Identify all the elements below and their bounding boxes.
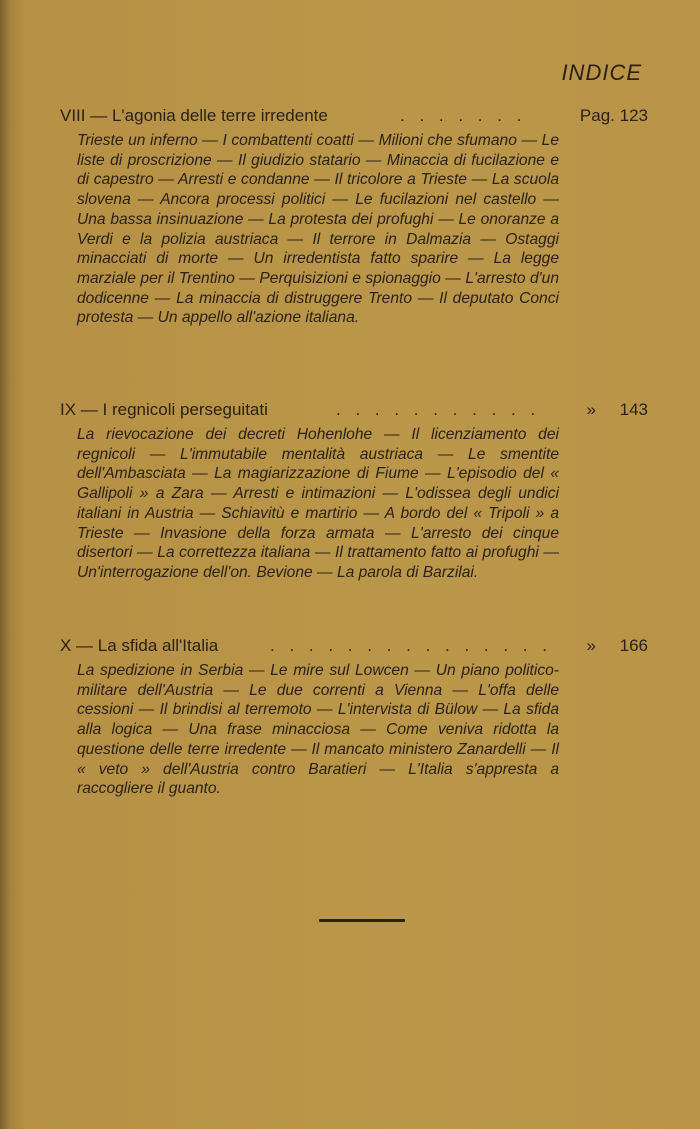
page-number: 143 bbox=[619, 400, 648, 419]
toc-entry-heading bbox=[60, 104, 648, 128]
toc-entry-heading bbox=[60, 634, 648, 658]
page-prefix: Pag. bbox=[579, 106, 615, 125]
chapter-summary: La rievocazione dei decreti Hohenlohe — Il licenziamento dei regnicoli — L'immutabile mentalità austriaca — Le smentite dell'Ambasciata — La magiarizzazione di Fiume — L'episodio del « Gallipoli » a Zara — Arresti e intimazioni — L'odissea degli undici italiani in Austria — Schiavitù e martirio — A bordo del « Tripoli » a Trieste — Invasione della forza armata — L'arresto dei cinque disertori — La correttezza italiana — Il trattamento fatto ai profughi — Un'interrogazione dell'on. Bevione — La parola di Barzilai. bbox=[77, 426, 559, 581]
chapter-title: IX — I regnicoli perseguitati bbox=[60, 400, 268, 419]
dot-leader: . . . . . . . bbox=[400, 106, 527, 125]
chapter-title: X — La sfida all'Italia bbox=[60, 636, 219, 655]
ditto-mark: » bbox=[586, 636, 596, 655]
toc-entry-heading bbox=[60, 398, 648, 422]
toc-entry-x bbox=[60, 634, 648, 799]
page-reference bbox=[568, 398, 648, 422]
ditto-mark: » bbox=[586, 400, 596, 419]
chapter-summary: Trieste un inferno — I combattenti coatti — Milioni che sfumano — Le liste di proscrizione — Il giudizio statario — Minaccia di fucilazione e di capestro — Arresti e condanne — Il tricolore a Trieste — La scuola slovena — Ancora processi politici — Le fucilazioni nel castello — Una bassa insinuazione — La protesta dei profughi — Le onoranze a Verdi e la polizia austriaca — Il terrore in Dalmazia — Ostaggi minacciati di morte — Un irredentista fatto sparire — La legge marziale per il Trentino — Perquisizioni e spionaggio — L'arresto d'un dodicenne — La minaccia di distruggere Trento — Il deputato Conci protesta — Un appello all'azione italiana. bbox=[77, 132, 559, 327]
toc-entry-ix bbox=[60, 398, 648, 583]
dot-leader: . . . . . . . . . . . bbox=[336, 400, 541, 419]
page-reference bbox=[580, 104, 648, 128]
toc-entry-viii bbox=[60, 104, 648, 328]
page-number: 166 bbox=[619, 636, 648, 655]
chapter-title: VIII — L'agonia delle terre irredente bbox=[60, 106, 328, 125]
running-head: INDICE bbox=[561, 60, 642, 85]
dot-leader: . . . . . . . . . . . . . . . bbox=[270, 636, 552, 655]
page-reference bbox=[568, 634, 648, 658]
closing-rule bbox=[319, 919, 405, 922]
page-number: 123 bbox=[619, 106, 648, 125]
chapter-summary: La spedizione in Serbia — Le mire sul Lowcen — Un piano politico-militare dell'Austria — Le due correnti a Vienna — L'offa delle cessioni — Il brindisi al terremoto — L'intervista di Bülow — La sfida alla logica — Una frase minacciosa — Come veniva ridotta la questione delle terre irredente — Il mancato ministero Zanardelli — Il « veto » dell'Austria contro Baratieri — L'Italia s'appresta a raccogliere il guanto. bbox=[77, 662, 559, 798]
